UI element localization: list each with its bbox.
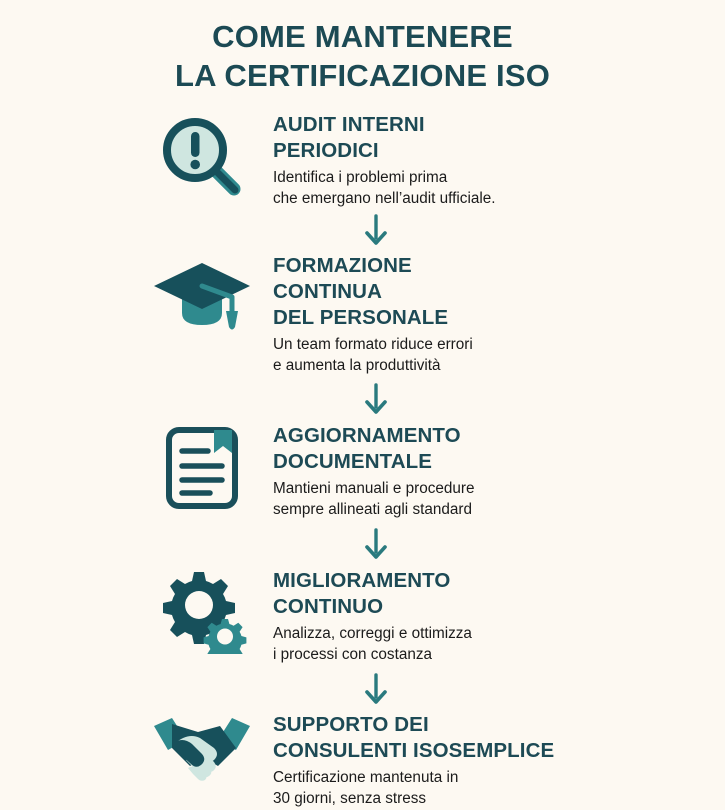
magnifier-alert-icon <box>150 110 254 200</box>
step-desc-line-1: Mantieni manuali e procedure <box>273 480 475 498</box>
step-heading-line-2: CONTINUA <box>273 280 382 304</box>
step-heading-line-1: AUDIT INTERNI <box>273 112 425 136</box>
step-desc-line-1: Certificazione mantenuta in <box>273 769 459 787</box>
step-heading <box>273 253 725 331</box>
step-heading <box>273 112 725 164</box>
step-desc-line-2: 30 giorni, senza stress <box>273 790 427 808</box>
step-item-aggiornamento-documentale <box>0 421 725 521</box>
step-heading <box>273 568 725 620</box>
step-text-block <box>254 710 725 810</box>
page-title <box>0 0 725 96</box>
title-line-2: LA CERTIFICAZIONE ISO <box>174 58 551 94</box>
step-heading-line-1: SUPPORTO DEI <box>273 713 429 737</box>
step-item-supporto-consulenti <box>0 710 725 810</box>
step-desc-line-1: Un team formato riduce errori <box>273 336 473 354</box>
handshake-icon <box>150 710 254 786</box>
step-desc-line-2: e aumenta la produttività <box>273 357 441 375</box>
step-heading-line-1: AGGIORNAMENTO <box>273 424 461 448</box>
step-desc-line-2: i processi con costanza <box>273 645 432 663</box>
step-heading-line-2: CONSULENTI ISOSEMPLICE <box>273 739 555 763</box>
arrow-down-icon <box>0 383 725 415</box>
step-item-audit-interni-periodici <box>0 110 725 210</box>
step-heading <box>273 712 725 764</box>
step-desc-line-2: sempre allineati agli standard <box>273 500 472 518</box>
step-heading-line-1: MIGLIORAMENTO <box>273 568 451 592</box>
step-desc-line-2: che emergano nell’audit ufficiale. <box>273 189 496 207</box>
step-text-block <box>254 110 725 210</box>
steps-list <box>0 110 725 810</box>
step-description <box>273 768 725 810</box>
step-desc-line-1: Analizza, correggi e ottimizza <box>273 624 472 642</box>
step-description <box>273 624 725 666</box>
title-line-1: COME MANTENERE <box>212 19 513 54</box>
arrow-down-icon <box>0 214 725 246</box>
graduation-cap-icon <box>150 251 254 335</box>
step-description <box>273 335 725 377</box>
step-heading-line-2: PERIODICI <box>273 138 379 162</box>
step-description <box>273 479 725 521</box>
step-heading <box>273 423 725 475</box>
step-heading-line-1: FORMAZIONE <box>273 254 412 278</box>
step-item-miglioramento-continuo <box>0 566 725 666</box>
arrow-down-icon <box>0 528 725 560</box>
step-item-formazione-continua <box>0 251 725 377</box>
step-description <box>273 168 725 210</box>
gears-icon <box>150 566 254 654</box>
document-bookmark-icon <box>150 421 254 511</box>
step-heading-line-3: DEL PERSONALE <box>273 306 449 330</box>
step-text-block <box>254 566 725 666</box>
step-desc-line-1: Identifica i problemi prima <box>273 168 448 186</box>
arrow-down-icon <box>0 673 725 705</box>
step-text-block <box>254 251 725 377</box>
step-heading-line-2: CONTINUO <box>273 594 384 618</box>
step-text-block <box>254 421 725 521</box>
step-heading-line-2: DOCUMENTALE <box>273 450 433 474</box>
